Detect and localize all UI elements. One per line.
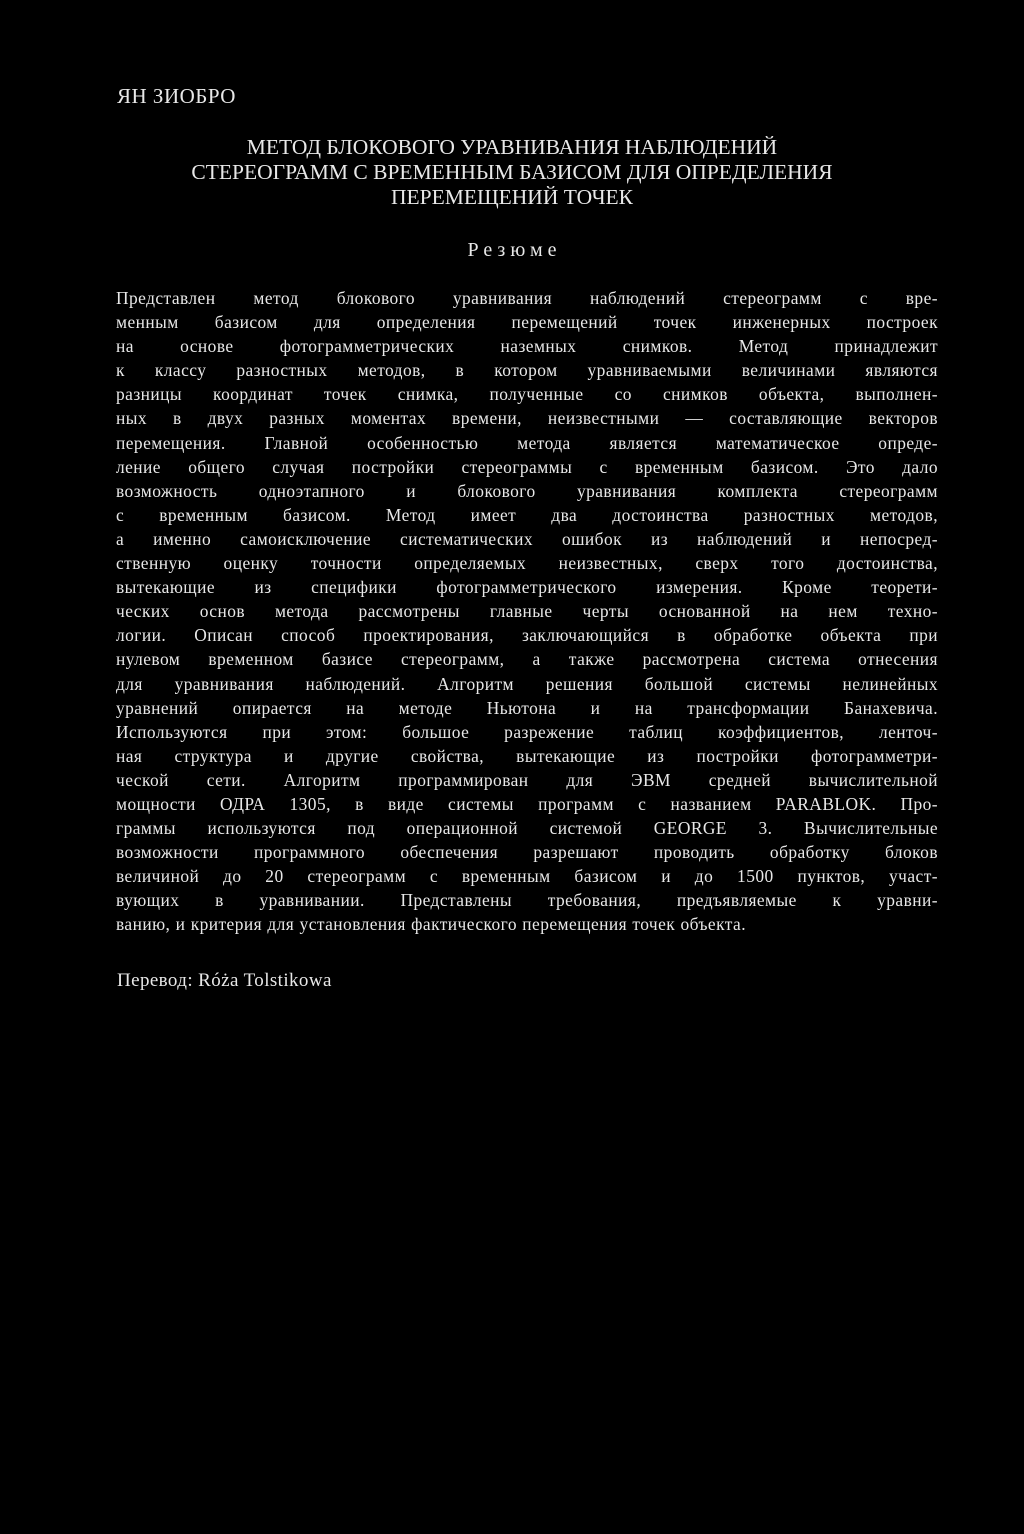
abstract-text [116,286,938,937]
abstract-line: ванию, и критерия для установления фактического перемещения точек объекта. [116,914,746,935]
abstract-line: Представлен метод блокового уравнивания наблюдений стереограмм с вре- [116,288,938,308]
abstract-line: величиной до 20 стереограмм с временным базисом и до 1500 пунктов, участ- [116,866,938,887]
abstract-line: к классу разностных методов, в котором уравниваемыми величинами являются [116,360,938,381]
abstract-line: перемещения. Главной особенностью метода является математическое опреде- [116,432,938,453]
abstract-line: граммы используются под операционной системой GEORGE 3. Вычислительные [116,818,938,839]
title-line: МЕТОД БЛОКОВОГО УРАВНИВАНИЯ НАБЛЮДЕНИЙ [246,135,778,159]
abstract-line: для уравнивания наблюдений. Алгоритм решения большой системы нелинейных [116,673,938,694]
abstract-line: ственную оценку точности определяемых неизвестных, сверх того достоинства, [116,553,938,574]
abstract-line: на основе фотограмметрических наземных снимков. Метод принадлежит [116,336,938,357]
title-line: ПЕРЕМЕЩЕНИЙ ТОЧЕК [390,185,634,209]
abstract-line: возможность одноэтапного и блокового уравнивания комплекта стереограмм [116,480,938,501]
abstract-line: возможности программного обеспечения разрешают проводить обработку блоков [116,842,938,863]
abstract-line: ных в двух разных моментах времени, неизвестными — составляющие векторов [116,408,938,429]
abstract-line: ление общего случая постройки стереограммы с временным базисом. Это дало [116,456,938,477]
abstract-line: Используются при этом: большое разрежение таблиц коэффициентов, ленточ- [116,721,938,742]
abstract-line: ческих основ метода рассмотрены главные черты основанной на нем техно- [116,601,938,622]
resume-heading: Резюме [467,239,562,261]
abstract-line: мощности ОДРА 1305, в виде системы программ с названием PARABLOK. Про- [116,793,938,814]
abstract-line: вующих в уравнивании. Представлены требования, предъявляемые к уравни- [116,890,938,911]
abstract-line: вытекающие из специфики фотограмметрического измерения. Кроме теорети- [116,577,938,598]
abstract-line: ная структура и другие свойства, вытекающие из постройки фотограмметри- [116,745,938,766]
abstract-line: разницы координат точек снимка, полученные со снимков объекта, выполнен- [116,384,938,405]
translator-credit: Перевод: Róża Tolstikowa [117,970,332,991]
abstract-line: логии. Описан способ проектирования, заключающийся в обработке объекта при [116,625,938,646]
author-name: ЯН ЗИОБРО [117,84,236,108]
abstract-line: с временным базисом. Метод имеет два достоинства разностных методов, [116,504,938,525]
abstract-line: а именно самоисключение систематических ошибок из наблюдений и непосред- [116,528,938,549]
article-title [100,135,924,210]
abstract-line: уравнений опирается на методе Ньютона и на трансформации Банахевича. [116,697,938,718]
title-line: СТЕРЕОГРАММ С ВРЕМЕННЫМ БАЗИСОМ ДЛЯ ОПРЕДЕЛЕНИЯ [191,160,833,184]
abstract-line: ческой сети. Алгоритм программирован для ЭВМ средней вычислительной [116,769,938,790]
abstract-line: менным базисом для определения перемещений точек инженерных построек [116,312,938,333]
abstract-line: нулевом временном базисе стереограмм, а также рассмотрена система отнесения [116,649,938,670]
